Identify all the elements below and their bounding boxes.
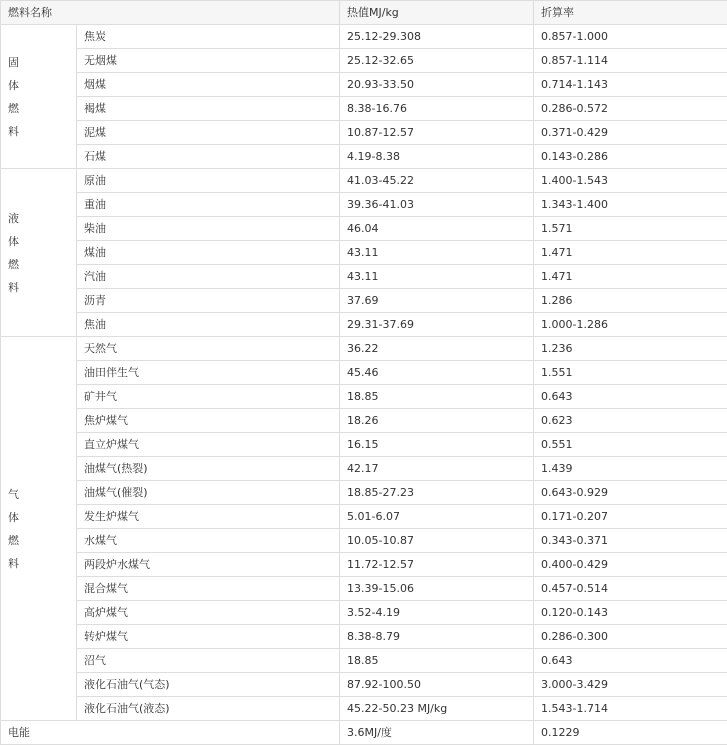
table-row: [1, 553, 727, 577]
conversion-rate-cell: 0.623: [534, 409, 727, 433]
table-row: [1, 433, 727, 457]
table-row: [1, 241, 727, 265]
table-row: [1, 217, 727, 241]
heat-value-cell: 18.85-27.23: [340, 481, 534, 505]
heat-value-cell: 41.03-45.22: [340, 169, 534, 193]
table-row: [1, 169, 727, 193]
table-row: [1, 697, 727, 721]
conversion-rate-cell: 0.400-0.429: [534, 553, 727, 577]
heat-value-cell: 37.69: [340, 289, 534, 313]
table-row: [1, 49, 727, 73]
conversion-rate-cell: 1.543-1.714: [534, 697, 727, 721]
conversion-rate-cell: 0.457-0.514: [534, 577, 727, 601]
table-row: [1, 121, 727, 145]
conversion-rate-cell: 0.643: [534, 649, 727, 673]
conversion-rate-cell: 3.000-3.429: [534, 673, 727, 697]
conversion-rate-cell: 1.471: [534, 241, 727, 265]
conversion-rate-cell: 0.343-0.371: [534, 529, 727, 553]
header-fuel-name: 燃料名称: [1, 1, 340, 25]
fuel-name-cell: 水煤气: [77, 529, 340, 553]
conversion-rate-cell: 1.571: [534, 217, 727, 241]
conversion-rate-cell: 1.551: [534, 361, 727, 385]
heat-value-cell: 18.85: [340, 649, 534, 673]
table-row: [1, 193, 727, 217]
group-label-char: 燃: [8, 97, 76, 120]
group-label-char: 料: [8, 552, 76, 575]
fuel-name-cell: 油煤气(催裂): [77, 481, 340, 505]
table-row: [1, 25, 727, 49]
table-row: [1, 577, 727, 601]
fuel-name-cell: 汽油: [77, 265, 340, 289]
table-row: [1, 409, 727, 433]
table-row: [1, 481, 727, 505]
table-row: [1, 265, 727, 289]
table-row: [1, 145, 727, 169]
conversion-rate-cell: 0.371-0.429: [534, 121, 727, 145]
conversion-rate-cell: 0.643-0.929: [534, 481, 727, 505]
heat-value-cell: 20.93-33.50: [340, 73, 534, 97]
conversion-rate-cell: 0.286-0.300: [534, 625, 727, 649]
table-row: [1, 313, 727, 337]
heat-value-cell: 39.36-41.03: [340, 193, 534, 217]
heat-value-cell: 13.39-15.06: [340, 577, 534, 601]
heat-value-cell: 3.52-4.19: [340, 601, 534, 625]
conversion-rate-cell: 0.714-1.143: [534, 73, 727, 97]
table-row: [1, 457, 727, 481]
fuel-name-cell: 油田伴生气: [77, 361, 340, 385]
fuel-name-cell: 混合煤气: [77, 577, 340, 601]
group-label-char: 气: [8, 483, 76, 506]
heat-value-cell: 10.05-10.87: [340, 529, 534, 553]
header-conversion-rate: 折算率: [534, 1, 727, 25]
table-row: [1, 601, 727, 625]
fuel-name-cell: 无烟煤: [77, 49, 340, 73]
conversion-rate-cell: 1.236: [534, 337, 727, 361]
table-row: [1, 649, 727, 673]
conversion-rate-cell: 0.286-0.572: [534, 97, 727, 121]
heat-value-cell: 16.15: [340, 433, 534, 457]
heat-value-cell: 43.11: [340, 265, 534, 289]
table-row: [1, 73, 727, 97]
table-row: [1, 673, 727, 697]
heat-value-cell: 8.38-8.79: [340, 625, 534, 649]
fuel-name-cell: 两段炉水煤气: [77, 553, 340, 577]
group-label-char: 体: [8, 74, 76, 97]
heat-value-cell: 29.31-37.69: [340, 313, 534, 337]
group-label-char: 固: [8, 51, 76, 74]
fuel-name-cell: 发生炉煤气: [77, 505, 340, 529]
fuel-name-cell: 直立炉煤气: [77, 433, 340, 457]
group-label-char: 燃: [8, 253, 76, 276]
fuel-name-cell: 高炉煤气: [77, 601, 340, 625]
fuel-name-cell: 电能: [1, 721, 340, 745]
table-body: [1, 1, 727, 745]
conversion-rate-cell: 0.120-0.143: [534, 601, 727, 625]
fuel-name-cell: 煤油: [77, 241, 340, 265]
group-label-gas-fuel: [1, 337, 77, 721]
fuel-name-cell: 天然气: [77, 337, 340, 361]
group-label-char: 料: [8, 276, 76, 299]
heat-value-cell: 42.17: [340, 457, 534, 481]
fuel-name-cell: 焦炭: [77, 25, 340, 49]
fuel-name-cell: 泥煤: [77, 121, 340, 145]
conversion-rate-cell: 1.400-1.543: [534, 169, 727, 193]
conversion-rate-cell: 0.857-1.114: [534, 49, 727, 73]
header-row: [1, 1, 727, 25]
conversion-rate-cell: 0.857-1.000: [534, 25, 727, 49]
fuel-name-cell: 石煤: [77, 145, 340, 169]
heat-value-cell: 11.72-12.57: [340, 553, 534, 577]
fuel-name-cell: 焦油: [77, 313, 340, 337]
conversion-rate-cell: 0.551: [534, 433, 727, 457]
fuel-name-cell: 柴油: [77, 217, 340, 241]
table-row: [1, 337, 727, 361]
fuel-name-cell: 重油: [77, 193, 340, 217]
fuel-name-cell: 褐煤: [77, 97, 340, 121]
table-row: [1, 361, 727, 385]
conversion-rate-cell: 1.439: [534, 457, 727, 481]
group-label-char: 液: [8, 207, 76, 230]
fuel-name-cell: 矿井气: [77, 385, 340, 409]
conversion-rate-cell: 1.286: [534, 289, 727, 313]
table-row: [1, 529, 727, 553]
fuel-name-cell: 沥青: [77, 289, 340, 313]
fuel-name-cell: 转炉煤气: [77, 625, 340, 649]
table-row: [1, 625, 727, 649]
heat-value-cell: 87.92-100.50: [340, 673, 534, 697]
heat-value-cell: 8.38-16.76: [340, 97, 534, 121]
heat-value-cell: 43.11: [340, 241, 534, 265]
heat-value-cell: 3.6MJ/度: [340, 721, 534, 745]
conversion-rate-cell: 1.343-1.400: [534, 193, 727, 217]
heat-value-cell: 25.12-32.65: [340, 49, 534, 73]
heat-value-cell: 4.19-8.38: [340, 145, 534, 169]
conversion-rate-cell: 0.643: [534, 385, 727, 409]
heat-value-cell: 46.04: [340, 217, 534, 241]
heat-value-cell: 18.85: [340, 385, 534, 409]
group-label-char: 体: [8, 506, 76, 529]
fuel-name-cell: 液化石油气(气态): [77, 673, 340, 697]
heat-value-cell: 45.46: [340, 361, 534, 385]
fuel-name-cell: 液化石油气(液态): [77, 697, 340, 721]
conversion-rate-cell: 0.143-0.286: [534, 145, 727, 169]
fuel-name-cell: 沼气: [77, 649, 340, 673]
fuel-name-cell: 原油: [77, 169, 340, 193]
conversion-rate-cell: 1.000-1.286: [534, 313, 727, 337]
conversion-rate-cell: 0.171-0.207: [534, 505, 727, 529]
table-row: [1, 505, 727, 529]
fuel-name-cell: 烟煤: [77, 73, 340, 97]
header-heat-value: 热值MJ/kg: [340, 1, 534, 25]
group-label-char: 燃: [8, 529, 76, 552]
conversion-rate-cell: 1.471: [534, 265, 727, 289]
heat-value-cell: 5.01-6.07: [340, 505, 534, 529]
fuel-name-cell: 焦炉煤气: [77, 409, 340, 433]
group-label-char: 料: [8, 120, 76, 143]
group-label-liquid-fuel: [1, 169, 77, 337]
table-row: [1, 385, 727, 409]
group-label-char: 体: [8, 230, 76, 253]
heat-value-cell: 10.87-12.57: [340, 121, 534, 145]
fuel-name-cell: 油煤气(热裂): [77, 457, 340, 481]
table-row: [1, 97, 727, 121]
group-label-solid-fuel: [1, 25, 77, 169]
conversion-rate-cell: 0.1229: [534, 721, 727, 745]
heat-value-cell: 18.26: [340, 409, 534, 433]
table-row: [1, 289, 727, 313]
footer-row: [1, 721, 727, 745]
heat-value-cell: 45.22-50.23 MJ/kg: [340, 697, 534, 721]
heat-value-cell: 25.12-29.308: [340, 25, 534, 49]
heat-value-cell: 36.22: [340, 337, 534, 361]
